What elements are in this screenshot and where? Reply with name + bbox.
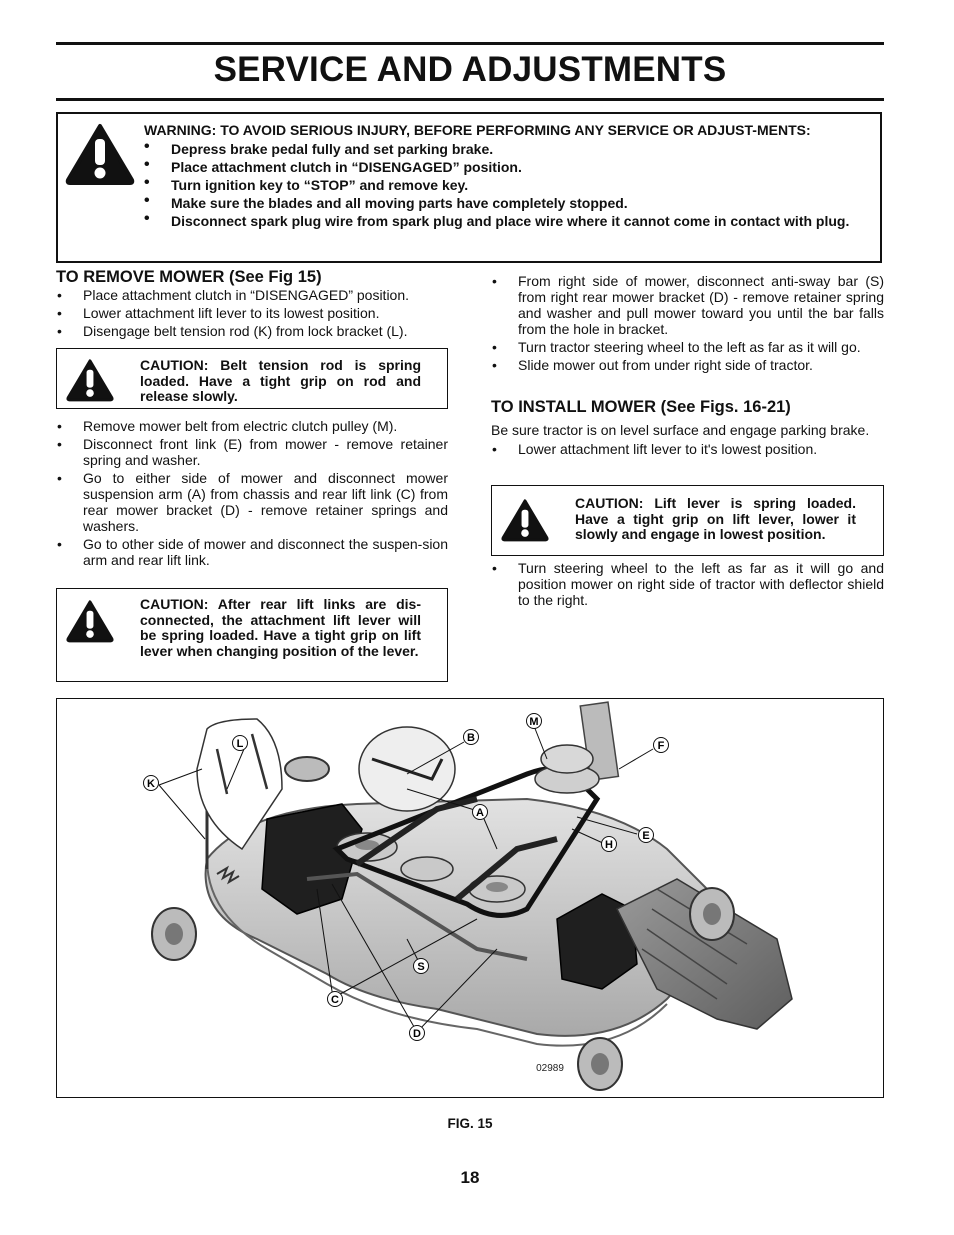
list-item: • Lower attachment lift lever to it's lowest position.: [491, 441, 884, 457]
caution-triangle-icon: [498, 498, 552, 542]
warning-item: • Disconnect spark plug wire from spark plug and place wire where it cannot come in contact with plug.: [144, 214, 852, 229]
caution-text: CAUTION: Lift lever is spring loaded. Have a tight grip on lift lever, lower it slowly and engage in lowest position.: [575, 495, 856, 542]
install-steps-a: [491, 441, 884, 457]
svg-text:H: H: [605, 839, 613, 851]
svg-text:L: L: [236, 738, 244, 750]
list-item: • Lower attachment lift lever to its lowest position.: [56, 305, 448, 321]
svg-text:S: S: [417, 961, 425, 973]
remove-heading: TO REMOVE MOWER (See Fig 15): [56, 268, 322, 286]
list-item: • Slide mower out from under right side of tractor.: [491, 357, 884, 373]
caution-text: CAUTION: Belt tension rod is spring loaded. Have a tight grip on rod and release slowly.: [140, 357, 421, 404]
callout-a: [473, 805, 488, 820]
header-rule-bottom: [56, 98, 884, 101]
caution-triangle-icon: [63, 599, 117, 643]
warning-item: • Depress brake pedal fully and set parking brake.: [144, 142, 852, 157]
callout-l: [233, 736, 248, 751]
header-rule-top: [56, 42, 884, 45]
svg-text:M: M: [529, 716, 539, 728]
svg-text:D: D: [413, 1028, 421, 1040]
figure-part-number: 02989: [536, 1063, 564, 1074]
caution-box-lift-links: [56, 588, 448, 682]
page-number: 18: [460, 1168, 480, 1187]
svg-text:F: F: [657, 740, 665, 752]
figure-caption: FIG. 15: [447, 1116, 493, 1131]
svg-text:E: E: [642, 830, 650, 842]
install-section: [491, 398, 884, 459]
warning-item: • Turn ignition key to “STOP” and remove key.: [144, 178, 852, 193]
warning-item: • Make sure the blades and all moving parts have completely stopped.: [144, 196, 852, 211]
list-item: • Disconnect front link (E) from mower - remove retainer spring and washer.: [56, 436, 448, 468]
remove-steps-c: [491, 273, 884, 373]
remove-steps-c-wrap: [491, 273, 884, 375]
callout-e: [639, 828, 654, 843]
detail-inset-b: [359, 727, 455, 811]
warning-box: [56, 112, 882, 263]
callout-s: [414, 959, 429, 974]
warning-heading: WARNING: TO AVOID SERIOUS INJURY, BEFORE PERFORMING ANY SERVICE OR ADJUST-MENTS:: [144, 122, 811, 138]
install-intro: Be sure tractor is on level surface and engage parking brake.: [491, 422, 870, 438]
callout-d: [410, 1026, 425, 1041]
list-item: • Go to either side of mower and disconnect mower suspension arm (A) from chassis and rear lift link (C) from rear mower bracket (D) - remove retainer springs and washers.: [56, 470, 448, 534]
list-item: • Remove mower belt from electric clutch pulley (M).: [56, 418, 448, 434]
install-steps-b-wrap: [491, 560, 884, 610]
remove-steps-a: [56, 287, 448, 339]
callout-h: [602, 837, 617, 852]
remove-section: [56, 268, 448, 341]
wheel: [285, 757, 329, 781]
svg-text:A: A: [476, 807, 484, 819]
warning-triangle-icon: [64, 122, 136, 186]
caution-box-tension-rod: [56, 348, 448, 409]
callout-m: [527, 714, 542, 729]
caution-text: CAUTION: After rear lift links are dis-connected, the attachment lift lever will be spring loaded. Have a tight grip on lift lever when changing position of the lever.: [140, 596, 421, 659]
warning-item: • Place attachment clutch in “DISENGAGED” position.: [144, 160, 852, 175]
page-title: SERVICE AND ADJUSTMENTS: [213, 50, 727, 89]
list-item: • Go to other side of mower and disconnect the suspen-sion arm and rear lift link.: [56, 536, 448, 568]
callout-c: [328, 992, 343, 1007]
install-heading: TO INSTALL MOWER (See Figs. 16-21): [491, 398, 791, 416]
list-item: • Turn steering wheel to the left as far as it will go and position mower on right side of tractor with deflector shield to the right.: [491, 560, 884, 608]
callout-b: [464, 730, 479, 745]
remove-steps-b-wrap: [56, 418, 448, 570]
list-item: • From right side of mower, disconnect anti-sway bar (S) from right rear mower bracket (D) - remove retainer spring and washer and pull mower toward you until the bar falls from the hole in bracket.: [491, 273, 884, 337]
callout-f: [654, 738, 669, 753]
list-item: • Place attachment clutch in “DISENGAGED” position.: [56, 287, 448, 303]
warning-list: [144, 142, 852, 229]
svg-text:C: C: [331, 994, 339, 1006]
callout-k: [144, 776, 159, 791]
caution-box-lift-lever: [491, 485, 884, 556]
svg-text:K: K: [147, 778, 155, 790]
list-item: • Disengage belt tension rod (K) from lock bracket (L).: [56, 323, 448, 339]
svg-text:B: B: [467, 732, 475, 744]
list-item: • Turn tractor steering wheel to the left as far as it will go.: [491, 339, 884, 355]
install-steps-b: [491, 560, 884, 608]
caution-triangle-icon: [63, 358, 117, 402]
remove-steps-b: [56, 418, 448, 568]
figure-box: [56, 698, 884, 1098]
warning-content: [144, 123, 852, 232]
mower-deck-illustration: [57, 699, 882, 1096]
